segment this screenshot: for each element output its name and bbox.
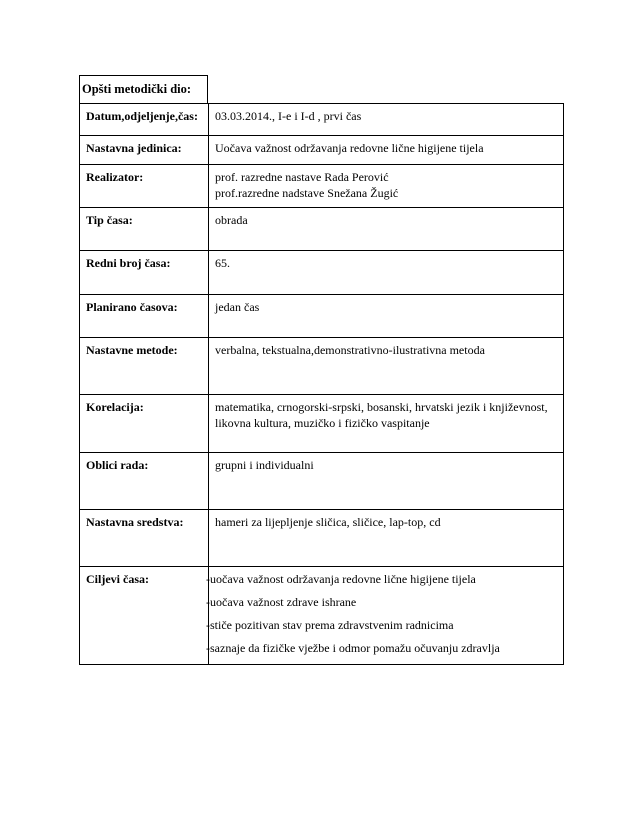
row-value-unit (209, 136, 564, 165)
value-line: Uočava važnost održavanja redovne lične higijene tijela (215, 141, 484, 155)
row-label-work-forms: Oblici rada: (80, 453, 209, 510)
row-value-correlation (209, 395, 564, 453)
value-line: likovna kultura, muzičko i fizičko vaspitanje (215, 416, 430, 430)
table-row (80, 338, 564, 395)
row-label-lesson-number: Redni broj časa: (80, 251, 209, 295)
value-line: verbalna, tekstualna,demonstrativno-ilustrativna metoda (215, 343, 485, 357)
row-value-realizator (209, 165, 564, 208)
row-label-correlation: Korelacija: (80, 395, 209, 453)
row-label-teaching-aids: Nastavna sredstva: (80, 510, 209, 567)
value-line: prof.razredne nadstave Snežana Žugić (215, 186, 399, 200)
goal-item: -uočava važnost zdrave ishrane (206, 595, 357, 609)
table-row (80, 136, 564, 165)
table-row (80, 208, 564, 251)
value-line: obrada (215, 213, 248, 227)
value-line: hameri za lijepljenje sličica, sličice, lap-top, cd (215, 515, 441, 529)
row-value-planned-hours (209, 295, 564, 338)
value-line: prof. razredne nastave Rada Perović (215, 170, 389, 184)
row-value-teaching-aids (209, 510, 564, 567)
table-row (80, 165, 564, 208)
value-line: 03.03.2014., I-e i I-d , prvi čas (215, 109, 362, 123)
row-value-work-forms (209, 453, 564, 510)
row-label-lesson-type: Tip časa: (80, 208, 209, 251)
row-value-date (209, 104, 564, 136)
value-line: jedan čas (215, 300, 260, 314)
row-value-lesson-type (209, 208, 564, 251)
value-line: 65. (215, 256, 230, 270)
row-label-unit: Nastavna jedinica: (80, 136, 209, 165)
table-row (80, 104, 564, 136)
goal-item: -saznaje da fizičke vježbe i odmor pomažu očuvanju zdravlja (206, 641, 500, 655)
row-value-lesson-number (209, 251, 564, 295)
table-row (80, 453, 564, 510)
value-line: matematika, crnogorski-srpski, bosanski, hrvatski jezik i književnost, (215, 400, 548, 414)
section-title: Opšti metodički dio: (79, 75, 208, 104)
row-label-date: Datum,odjeljenje,čas: (80, 104, 209, 136)
table-row (80, 251, 564, 295)
table-row (80, 567, 564, 665)
table-row (80, 395, 564, 453)
value-line: grupni i individualni (215, 458, 314, 472)
row-value-methods (209, 338, 564, 395)
table-row (80, 510, 564, 567)
table-row (80, 295, 564, 338)
goal-item: -stiče pozitivan stav prema zdravstvenim radnicima (206, 618, 454, 632)
row-label-planned-hours: Planirano časova: (80, 295, 209, 338)
row-label-realizator: Realizator: (80, 165, 209, 208)
row-label-methods: Nastavne metode: (80, 338, 209, 395)
lesson-plan-table (79, 103, 564, 665)
row-label-goals: Ciljevi časa: (80, 567, 209, 665)
goal-item: -uočava važnost održavanja redovne lične higijene tijela (206, 572, 476, 586)
row-value-goals (206, 567, 564, 665)
